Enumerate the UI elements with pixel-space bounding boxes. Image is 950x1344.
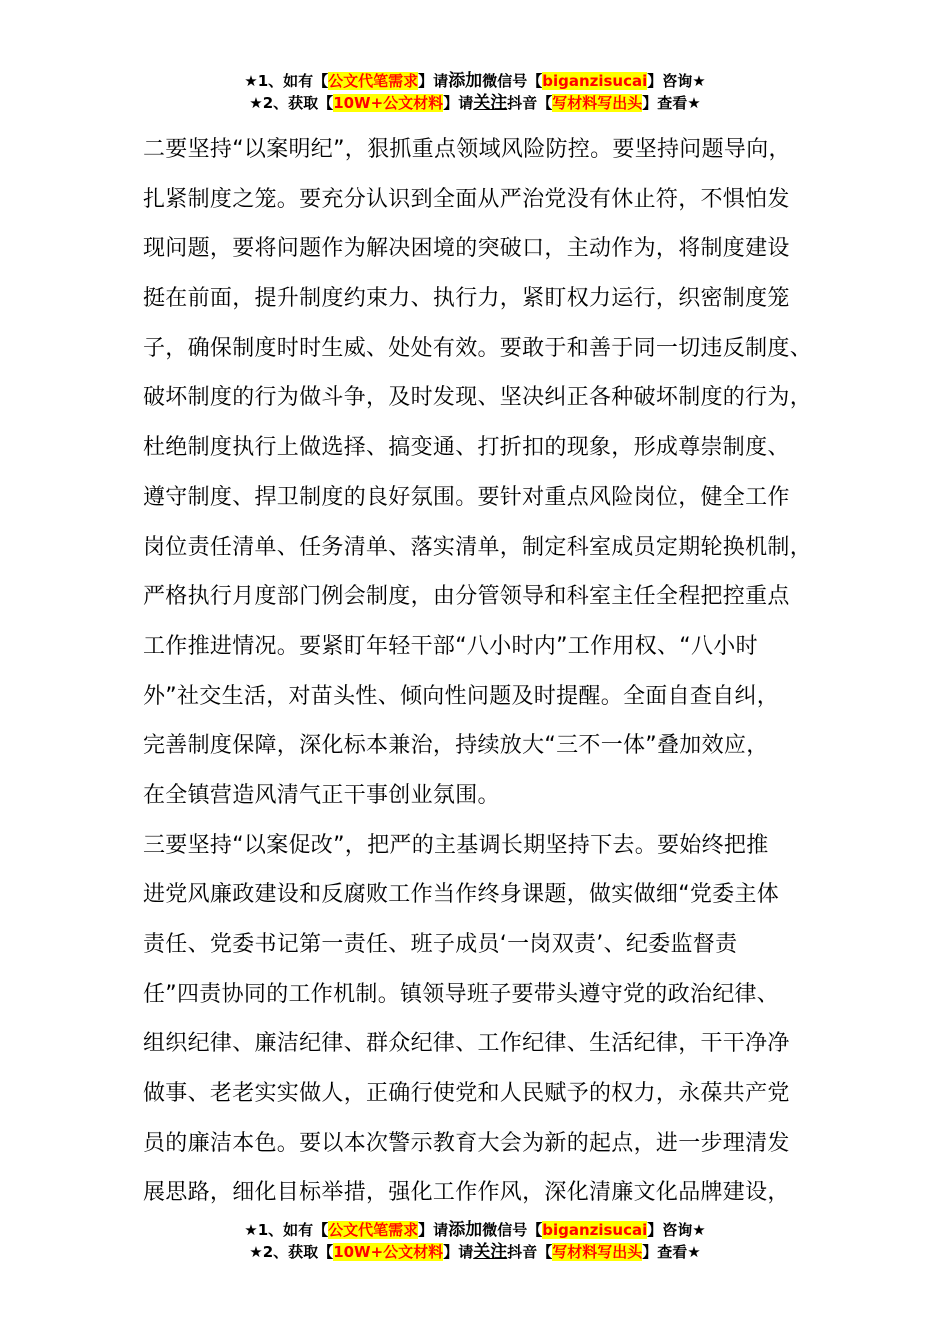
- promo-highlight: 公文代笔需求: [328, 72, 419, 90]
- promo-wechat-id: biganzisucai: [542, 72, 648, 90]
- promo-text: 】请: [443, 94, 474, 112]
- body-line: 现问题，要将问题作为解决困境的突破口，主动作为，将制度建设: [143, 236, 790, 262]
- body-line: 组织纪律、廉洁纪律、群众纪律、工作纪律、生活纪律，干干净净: [143, 1031, 790, 1057]
- promo-emphasis: 添加: [448, 71, 483, 91]
- body-line: 任”四责协同的工作机制。镇领导班子要带头遵守党的政治纪律、: [143, 981, 780, 1007]
- body-line: 展思路，细化目标举措，强化工作作风，深化清廉文化品牌建设，: [143, 1180, 790, 1206]
- body-line: 工作推进情况。要紧盯年轻干部“八小时内”工作用权、“八小时: [143, 633, 758, 659]
- footer-promo-banner: [0, 1219, 950, 1263]
- body-line: 子，确保制度时时生威、处处有效。要敢于和善于同一切违反制度、: [143, 335, 813, 361]
- promo-text: ★1、如有【: [244, 1221, 329, 1239]
- promo-text: 抖音【: [507, 1243, 553, 1261]
- promo-emphasis: 添加: [448, 1220, 483, 1240]
- promo-douyin-id: 写材料写出头: [552, 94, 643, 112]
- body-line: 遵守制度、捍卫制度的良好氛围。要针对重点风险岗位，健全工作: [143, 484, 790, 510]
- body-line: 完善制度保障，深化标本兼治，持续放大“三不一体”叠加效应，: [143, 733, 769, 759]
- promo-text: 】请: [443, 1243, 474, 1261]
- promo-highlight: 公文代笔需求: [328, 1221, 419, 1239]
- body-line: 员的廉洁本色。要以本次警示教育大会为新的起点，进一步理清发: [143, 1130, 790, 1156]
- body-line: 责任、党委书记第一责任、班子成员‘一岗双责’、纪委监督责: [143, 932, 738, 957]
- promo-text: ★2、获取【: [249, 1243, 334, 1261]
- body-line: 外”社交生活，对苗头性、倾向性问题及时提醒。全面自查自纠，: [143, 683, 780, 709]
- promo-line-1: [0, 1219, 950, 1241]
- document-body: [143, 125, 833, 1218]
- promo-text: 】请: [418, 1221, 449, 1239]
- body-line: 进党风廉政建设和反腐败工作当作终身课题，做实做细“党委主体: [143, 882, 780, 908]
- promo-text: 微信号【: [482, 1221, 543, 1239]
- promo-text: 】查看★: [642, 94, 701, 112]
- body-line: 扎紧制度之笼。要充分认识到全面从严治党没有休止符，不惧怕发: [143, 186, 790, 212]
- promo-douyin-id: 写材料写出头: [552, 1243, 643, 1261]
- promo-wechat-id: biganzisucai: [542, 1221, 648, 1239]
- body-line: 做事、老老实实做人，正确行使党和人民赋予的权力，永葆共产党: [143, 1081, 790, 1107]
- promo-line-1: [0, 70, 950, 92]
- promo-line-2: [0, 1241, 950, 1263]
- promo-emphasis: 关注: [473, 93, 508, 113]
- body-line: 挺在前面，提升制度约束力、执行力，紧盯权力运行，织密制度笼: [143, 286, 790, 312]
- promo-highlight: 10W+公文材料: [333, 94, 444, 112]
- promo-text: ★1、如有【: [244, 72, 329, 90]
- promo-emphasis: 关注: [473, 1242, 508, 1262]
- body-line: 破坏制度的行为做斗争，及时发现、坚决纠正各种破坏制度的行为，: [143, 385, 813, 411]
- body-line: 在全镇营造风清气正干事创业氛围。: [143, 782, 500, 808]
- body-line: 岗位责任清单、任务清单、落实清单，制定科室成员定期轮换机制，: [143, 534, 813, 560]
- header-promo-banner: [0, 70, 950, 114]
- body-line: 二要坚持“以案明纪”，狠抓重点领域风险防控。要坚持问题导向，: [143, 137, 791, 162]
- promo-text: 】咨询★: [647, 1221, 706, 1239]
- promo-text: 微信号【: [482, 72, 543, 90]
- promo-text: ★2、获取【: [249, 94, 334, 112]
- body-line: 三要坚持“以案促改”，把严的主基调长期坚持下去。要始终把推: [143, 832, 769, 858]
- promo-highlight: 10W+公文材料: [333, 1243, 444, 1261]
- body-line: 杜绝制度执行上做选择、搞变通、打折扣的现象，形成尊崇制度、: [143, 435, 790, 461]
- promo-text: 】查看★: [642, 1243, 701, 1261]
- promo-line-2: [0, 92, 950, 114]
- promo-text: 】咨询★: [647, 72, 706, 90]
- promo-text: 】请: [418, 72, 449, 90]
- body-line: 严格执行月度部门例会制度，由分管领导和科室主任全程把控重点: [143, 584, 790, 610]
- promo-text: 抖音【: [507, 94, 553, 112]
